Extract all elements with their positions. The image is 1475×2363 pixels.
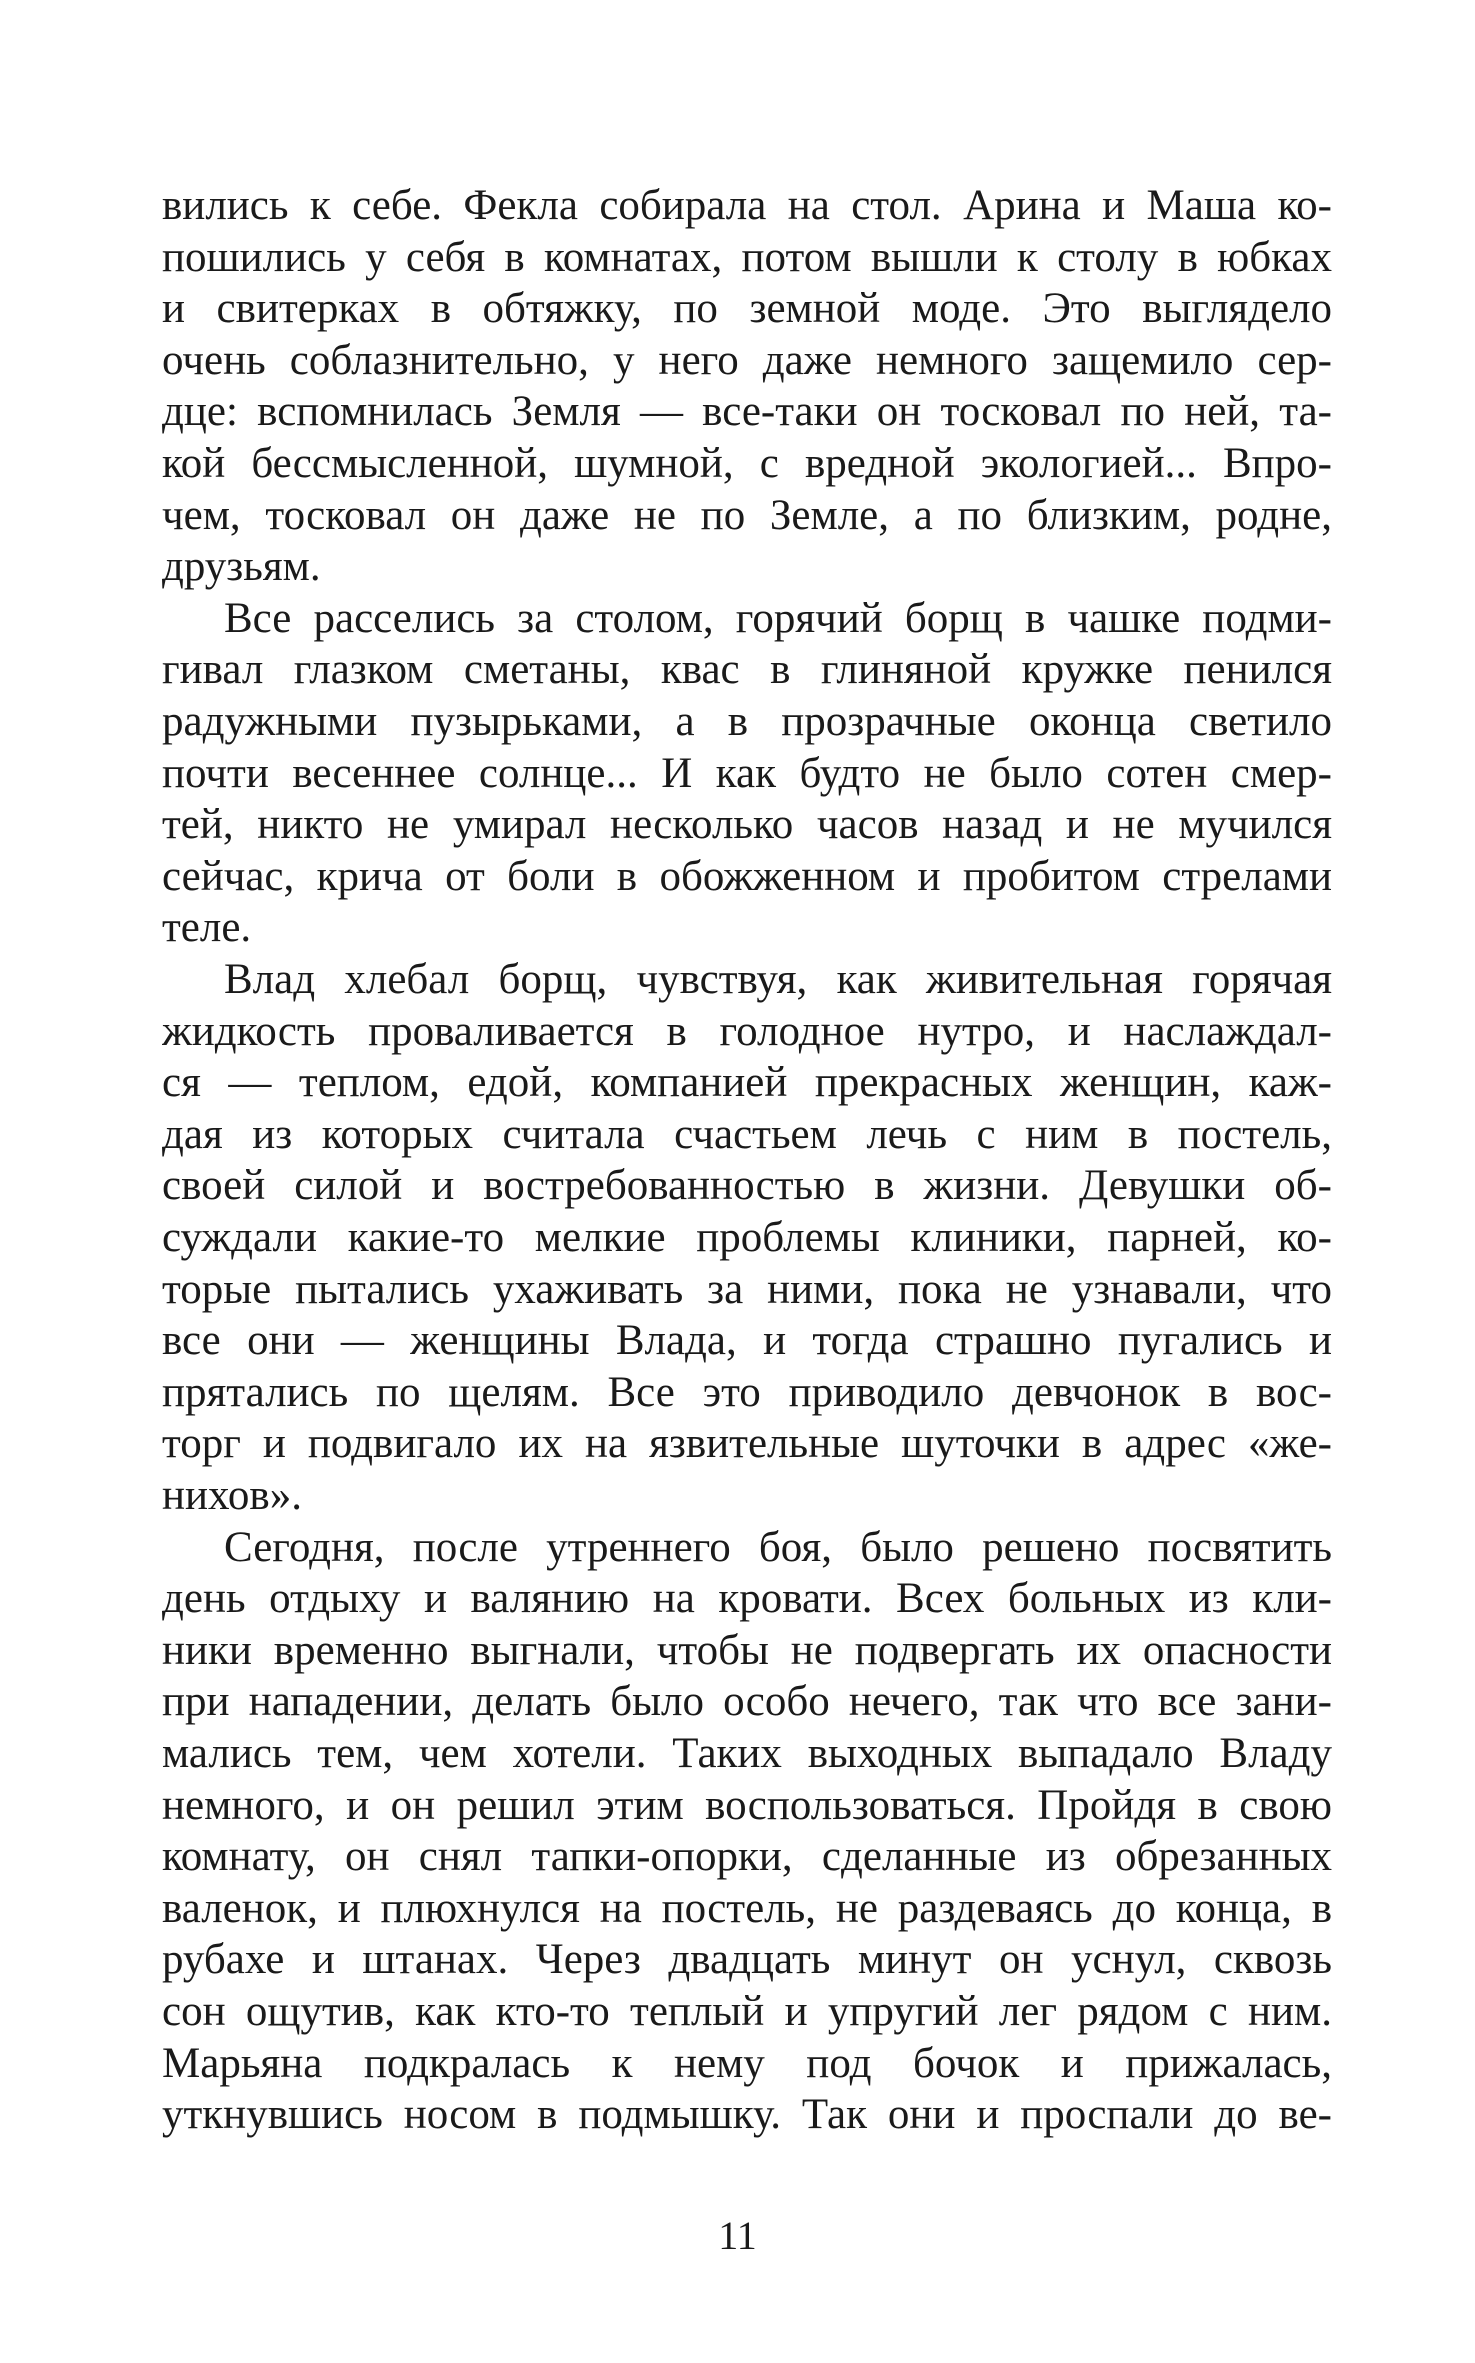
text-line: валенок, и плюхнулся на постель, не раздеваясь до конца, в: [162, 1884, 1332, 1932]
text-line: сейчас, крича от боли в обожженном и пробитом стрелами: [162, 852, 1332, 900]
text-line: радужными пузырьками, а в прозрачные оконца светило: [162, 698, 1332, 745]
text-line: теле.: [162, 904, 252, 952]
text-line: дая из которых считала счастьем лечь с ним в постель,: [162, 1110, 1332, 1158]
book-page: [162, 180, 1332, 2139]
text-line: и свитерках в обтяжку, по земной моде. Это выглядело: [162, 285, 1332, 333]
text-line: рубахе и штанах. Через двадцать минут он уснул, сквозь: [162, 1936, 1332, 1984]
text-line: друзьям.: [162, 543, 321, 591]
text-line: ники временно выгнали, чтобы не подвергать их опасности: [162, 1626, 1332, 1674]
text-line: суждали какие-то мелкие проблемы клиники, парней, ко-: [162, 1214, 1332, 1261]
text-line: мались тем, чем хотели. Таких выходных выпадало Владу: [162, 1730, 1332, 1777]
text-line: пошились у себя в комнатах, потом вышли к столу в юбках: [162, 233, 1332, 281]
text-line: Сегодня, после утреннего боя, было решено посвятить: [224, 1523, 1332, 1571]
text-line: сон ощутив, как кто-то теплый и упругий лег рядом с ним.: [162, 1988, 1332, 2035]
text-line: тей, никто не умирал несколько часов назад и не мучился: [162, 801, 1332, 849]
text-line: жидкость проваливается в голодное нутро, и наслаждал-: [162, 1007, 1332, 1055]
text-line: своей силой и востребованностью в жизни. Девушки об-: [162, 1162, 1332, 1210]
text-line: Все расселись за столом, горячий борщ в чашке подми-: [224, 594, 1332, 642]
text-line: день отдыху и валянию на кровати. Всех больных из кли-: [162, 1575, 1332, 1623]
text-line: Марьяна подкралась к нему под бочок и прижалась,: [162, 2039, 1332, 2087]
text-line: чем, тосковал он даже не по Земле, а по близким, родне,: [162, 491, 1332, 539]
text-line: комнату, он снял тапки-опорки, сделанные из обрезанных: [162, 1833, 1332, 1881]
text-line: ся — теплом, едой, компанией прекрасных женщин, каж-: [162, 1059, 1332, 1107]
text-line: торые пытались ухаживать за ними, пока не узнавали, что: [162, 1265, 1332, 1313]
text-line: дце: вспомнилась Земля — все-таки он тосковал по ней, та-: [162, 388, 1332, 436]
text-line: немного, и он решил этим воспользоваться. Пройдя в свою: [162, 1781, 1332, 1829]
text-line: все они — женщины Влада, и тогда страшно пугались и: [162, 1317, 1332, 1365]
text-line: почти весеннее солнце... И как будто не было сотен смер-: [162, 749, 1332, 797]
text-line: при нападении, делать было особо нечего, так что все зани-: [162, 1678, 1332, 1726]
text-line: прятались по щелям. Все это приводило девчонок в вос-: [162, 1368, 1332, 1416]
text-line: гивал глазком сметаны, квас в глиняной кружке пенился: [162, 646, 1332, 694]
text-line: торг и подвигало их на язвительные шуточки в адрес «же-: [162, 1420, 1332, 1468]
text-line: нихов».: [162, 1472, 302, 1519]
text-line: уткнувшись носом в подмышку. Так они и проспали до ве-: [162, 2091, 1332, 2139]
text-line: очень соблазнительно, у него даже немного защемило сер-: [162, 336, 1332, 384]
text-line: вились к себе. Фекла собирала на стол. Арина и Маша ко-: [162, 182, 1332, 229]
text-line: Влад хлебал борщ, чувствуя, как живительная горячая: [224, 956, 1332, 1003]
text-line: кой бессмысленной, шумной, с вредной экологией... Впро-: [162, 440, 1332, 487]
page-number: 11: [718, 2213, 757, 2258]
